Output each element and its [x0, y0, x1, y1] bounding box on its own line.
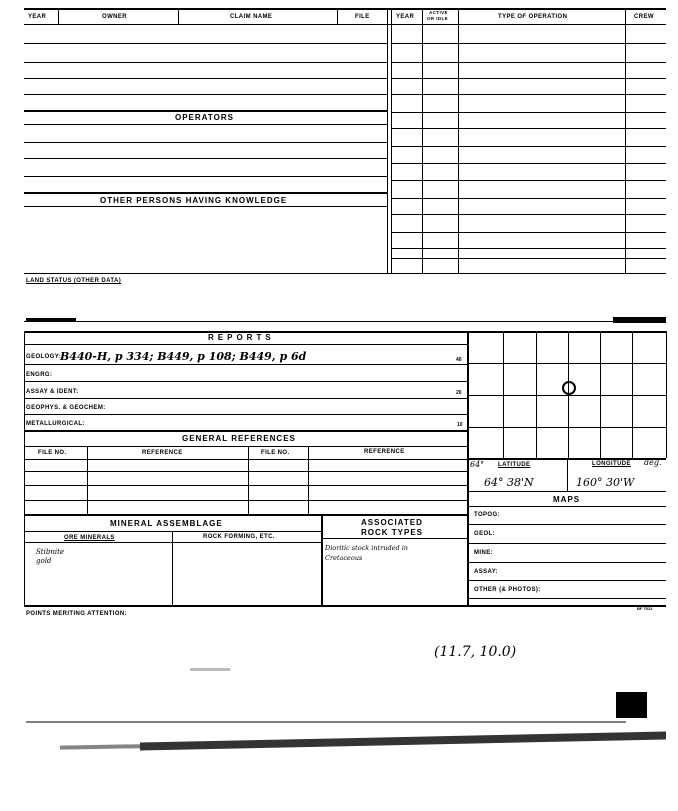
table-bottom-rule [24, 273, 666, 274]
center-divider [387, 8, 388, 273]
associated-rock-types-header-2: ROCK TYPES [361, 528, 424, 537]
col-crew-header: CREW [634, 14, 654, 20]
reports-header: REPORTS [208, 333, 275, 342]
col-active-header-1: ACTIVE [429, 10, 448, 15]
rock-types-value-1: Dioritic stock intruded in [325, 544, 408, 552]
scan-speck-1 [190, 668, 230, 671]
longitude-label: LONGITUDE [592, 461, 631, 467]
ore-minerals-label: ORE MINERALS [64, 535, 115, 541]
scan-streak-3 [26, 721, 626, 723]
long-handwritten-suffix: deg. [644, 458, 662, 467]
col-active-header-2: OR IDLE [427, 16, 449, 21]
latitude-label: LATITUDE [498, 462, 531, 468]
engrg-label: ENGRG: [26, 372, 53, 378]
reports-num-20: 20 [456, 390, 462, 396]
col-type-of-operation-header: TYPE OF OPERATION [498, 14, 568, 20]
maps-assay-label: ASSAY: [474, 569, 499, 575]
table-header-rule [24, 24, 666, 25]
metallurgical-label: METALLURGICAL: [26, 421, 85, 427]
gr-col-reference-2: REFERENCE [364, 449, 405, 455]
maps-geol-label: GEOL: [474, 531, 495, 537]
gr-col-file-no-2: FILE NO. [261, 450, 290, 456]
ore-minerals-value-1: Stibnite [36, 548, 65, 556]
land-status-label: LAND STATUS (OTHER DATA) [26, 278, 122, 284]
scan-black-block [616, 692, 647, 718]
scan-streak-1 [140, 731, 666, 750]
maps-mine-label: MINE: [474, 550, 493, 556]
rock-types-value-2: Cretaceous [325, 554, 363, 562]
col-owner-header: OWNER [102, 14, 127, 20]
reports-num-40: 40 [456, 357, 462, 363]
longitude-value: 160° 30'W [576, 476, 635, 489]
latitude-value: 64° 38'N [484, 476, 534, 489]
associated-rock-types-header-1: ASSOCIATED [361, 518, 423, 527]
points-meriting-attention-label: POINTS MERITING ATTENTION: [26, 611, 128, 617]
coordinate-note: (11.7, 10.0) [434, 644, 517, 660]
maps-topog-label: TOPOG: [474, 512, 500, 518]
table-top-rule [24, 8, 666, 10]
col-year2-header: YEAR [396, 14, 415, 20]
col-claim-name-header: CLAIM NAME [230, 14, 273, 20]
ore-minerals-value-2: gold [36, 557, 52, 565]
maps-other-label: OTHER (& PHOTOS): [474, 587, 541, 593]
location-marker [562, 381, 576, 395]
general-references-header: GENERAL REFERENCES [182, 434, 296, 443]
rock-forming-label: ROCK FORMING, ETC. [203, 534, 275, 540]
assay-ident-label: ASSAY & IDENT: [26, 389, 79, 395]
gr-col-file-no: FILE NO. [38, 450, 67, 456]
gr-col-reference: REFERENCE [142, 450, 183, 456]
lat-handwritten-prefix: 64° [470, 460, 485, 469]
form-number: BF 7513 [637, 606, 653, 611]
geology-value: B440-H, p 334; B449, p 108; B449, p 6d [60, 350, 307, 363]
col-year-header: YEAR [28, 14, 47, 20]
geophys-label: GEOPHYS. & GEOCHEM: [26, 405, 106, 411]
maps-header: MAPS [553, 495, 581, 504]
col-file-header: FILE [355, 14, 370, 20]
operators-header: OPERATORS [175, 113, 234, 122]
mineral-assemblage-header: MINERAL ASSEMBLAGE [110, 519, 223, 528]
scan-band-right [613, 317, 666, 323]
geology-label: GEOLOGY: [26, 354, 62, 360]
other-persons-header: OTHER PERSONS HAVING KNOWLEDGE [100, 196, 288, 205]
reports-num-10: 10 [457, 422, 463, 428]
